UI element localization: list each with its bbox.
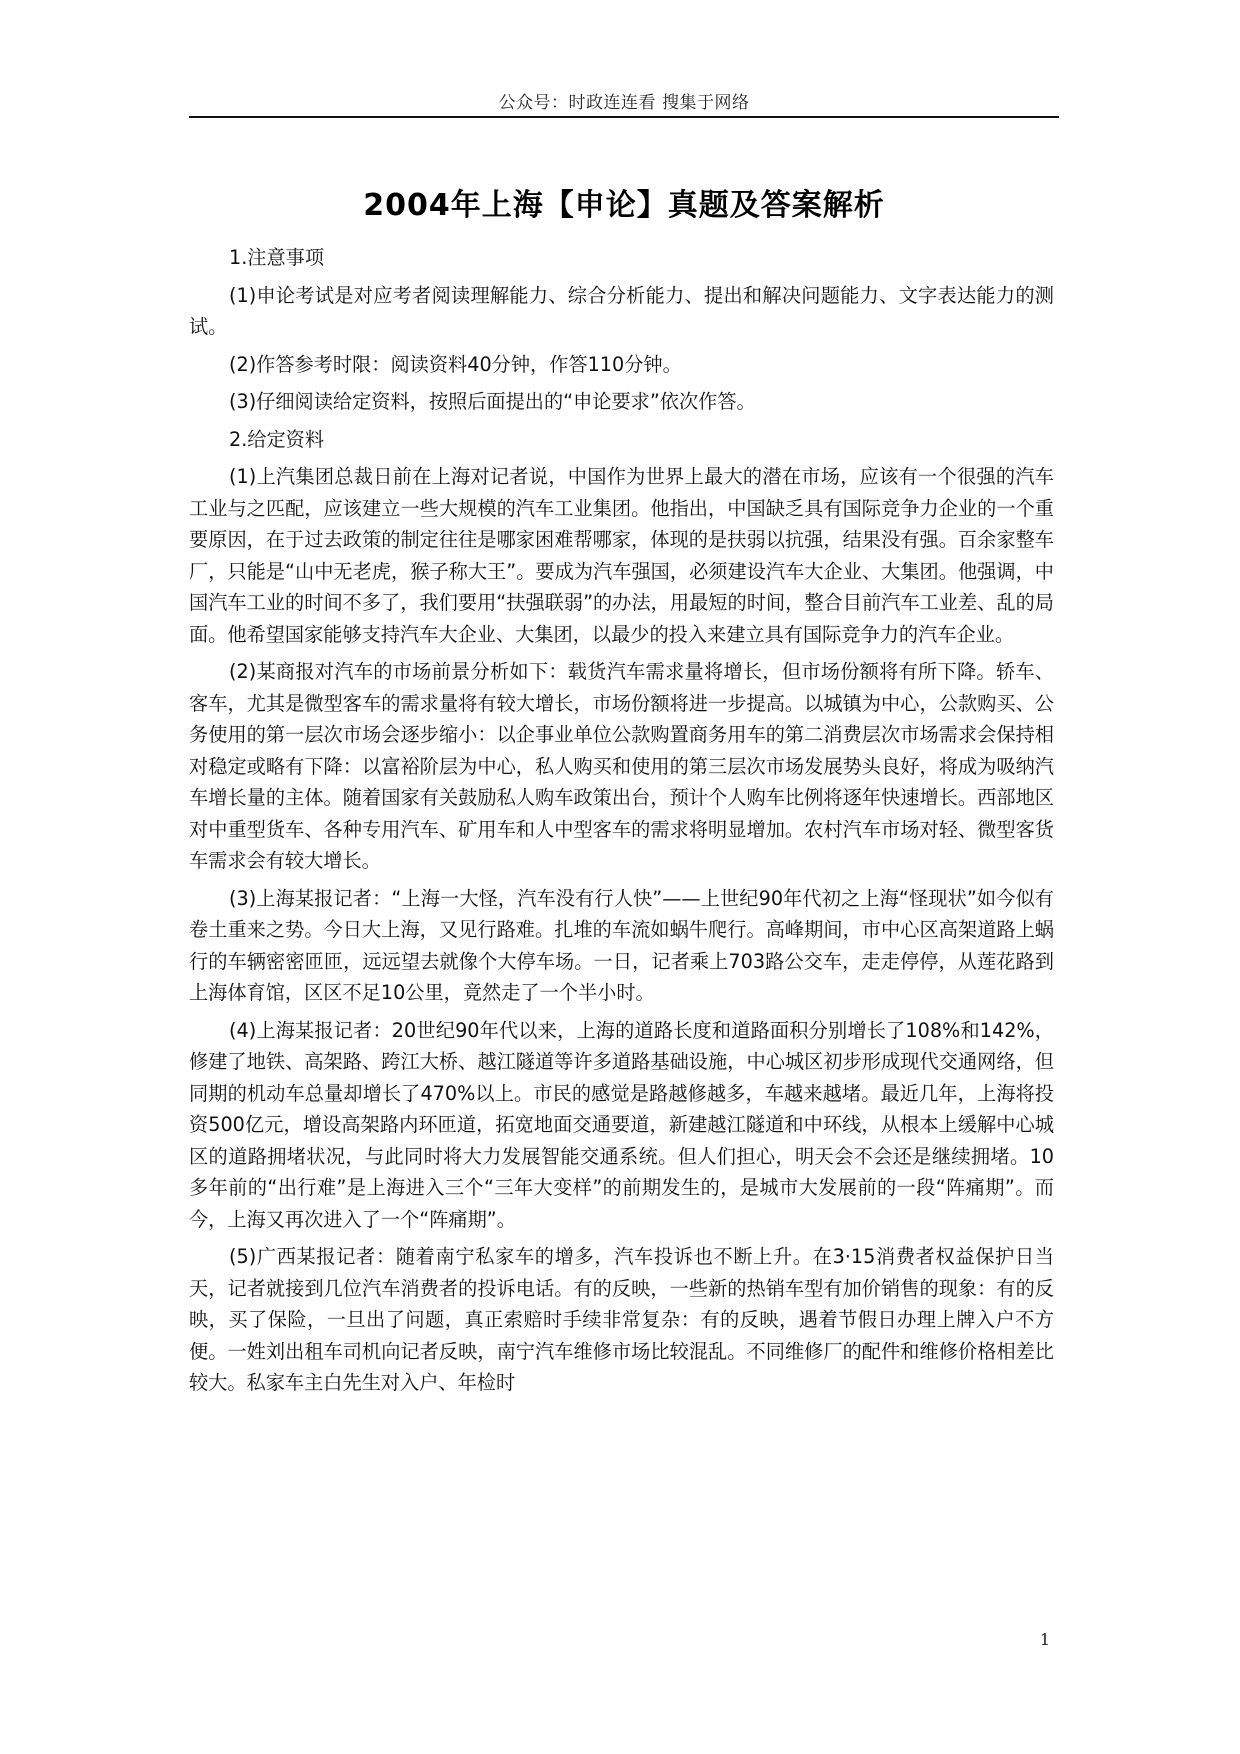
paragraph-note-2: (2)作答参考时限：阅读资料40分钟，作答110分钟。	[229, 352, 682, 376]
paragraph-materials-heading: 2.给定资料	[229, 427, 325, 451]
paragraph-notes-heading: 1.注意事项	[229, 246, 325, 269]
paragraph-material-5: (5)广西某报记者：随着南宁私家车的增多，汽车投诉也不断上升。在3·15消费者权益保护日当天，记者就接到几位汽车消费者的投诉电话。有的反映，一些新的热销车型有加价销售的现象：有的反映，买了保险，一旦出了问题，真正索赔时手续非常复杂：有的反映，遇着节假日办理上牌入户不方便。一姓刘出租车司机向记者反映，南宁汽车维修市场比较混乱。不同维修厂的配件和维修价格相差比较大。私家车主白先生对入户、年检时	[189, 1245, 1054, 1394]
paragraph-note-1: (1)申论考试是对应考者阅读理解能力、综合分析能力、提出和解决问题能力、文字表达能力的测试。	[189, 283, 1054, 338]
document-title: 2004年上海【申论】真题及答案解析	[363, 188, 885, 223]
paragraph-material-4: (4)上海某报记者：20世纪90年代以来，上海的道路长度和道路面积分别增长了108%和142%，修建了地铁、高架路、跨江大桥、越江隧道等许多道路基础设施，中心城区初步形成现代交通网络，但同期的机动车总量却增长了470%以上。市民的感觉是路越修越多，车越来越堵。最近几年，上海将投资500亿元，增设高架路内环匝道，拓宽地面交通要道，新建越江隧道和中环线，从根本上缓解中心城区的道路拥堵状况，与此同时将大力发展智能交通系统。但人们担心，明天会不会还是继续拥堵。10多年前的“出行难”是上海进入三个“三年大变样”的前期发生的，是城市大发展前的一段“阵痛期”。而今，上海又再次进入了一个“阵痛期”。	[189, 1018, 1054, 1231]
page-number: 1	[1039, 1630, 1050, 1649]
paragraph-note-3: (3)仔细阅读给定资料，按照后面提出的“申论要求”依次作答。	[229, 390, 756, 413]
page-header: 公众号：时政连连看 搜集于网络	[498, 93, 750, 113]
header-rule	[189, 116, 1059, 118]
paragraph-material-2: (2)某商报对汽车的市场前景分析如下：载货汽车需求量将增长，但市场份额将有所下降。轿车、客车，尤其是微型客车的需求量将有较大增长，市场份额将进一步提高。以城镇为中心，公款购买、公务使用的第一层次市场会逐步缩小：以企事业单位公款购置商务用车的第二消费层次市场需求会保持相对稳定或略有下降：以富裕阶层为中心，私人购买和使用的第三层次市场发展势头良好，将成为吸纳汽车增长量的主体。随着国家有关鼓励私人购车政策出台，预计个人购车比例将逐年快速增长。西部地区对中重型货车、各种专用汽车、矿用车和人中型客车的需求将明显增加。农村汽车市场对轻、微型客货车需求会有较大增长。	[189, 660, 1054, 872]
paragraph-material-3: (3)上海某报记者：“上海一大怪，汽车没有行人快”——上世纪90年代初之上海“怪现状”如今似有卷土重来之势。今日大上海，又见行路难。扎堆的车流如蜗牛爬行。高峰期间，市中心区高架道路上蜗行的车辆密密匝匝，远远望去就像个大停车场。一日，记者乘上703路公交车，走走停停，从莲花路到上海体育馆，区区不足10公里，竟然走了一个半小时。	[189, 886, 1054, 1004]
paragraph-material-1: (1)上汽集团总裁日前在上海对记者说，中国作为世界上最大的潜在市场，应该有一个很强的汽车工业与之匹配，应该建立一些大规模的汽车工业集团。他指出，中国缺乏具有国际竞争力企业的一个重要原因，在于过去政策的制定往往是哪家困难帮哪家，体现的是扶弱以抗强，结果没有强。百余家整车厂，只能是“山中无老虎，猴子称大王”。要成为汽车强国，必须建设汽车大企业、大集团。他强调，中国汽车工业的时间不多了，我们要用“扶强联弱”的办法，用最短的时间，整合目前汽车工业差、乱的局面。他希望国家能够支持汽车大企业、大集团，以最少的投入来建立具有国际竞争力的汽车企业。	[189, 465, 1054, 646]
document-body	[189, 242, 1054, 1405]
